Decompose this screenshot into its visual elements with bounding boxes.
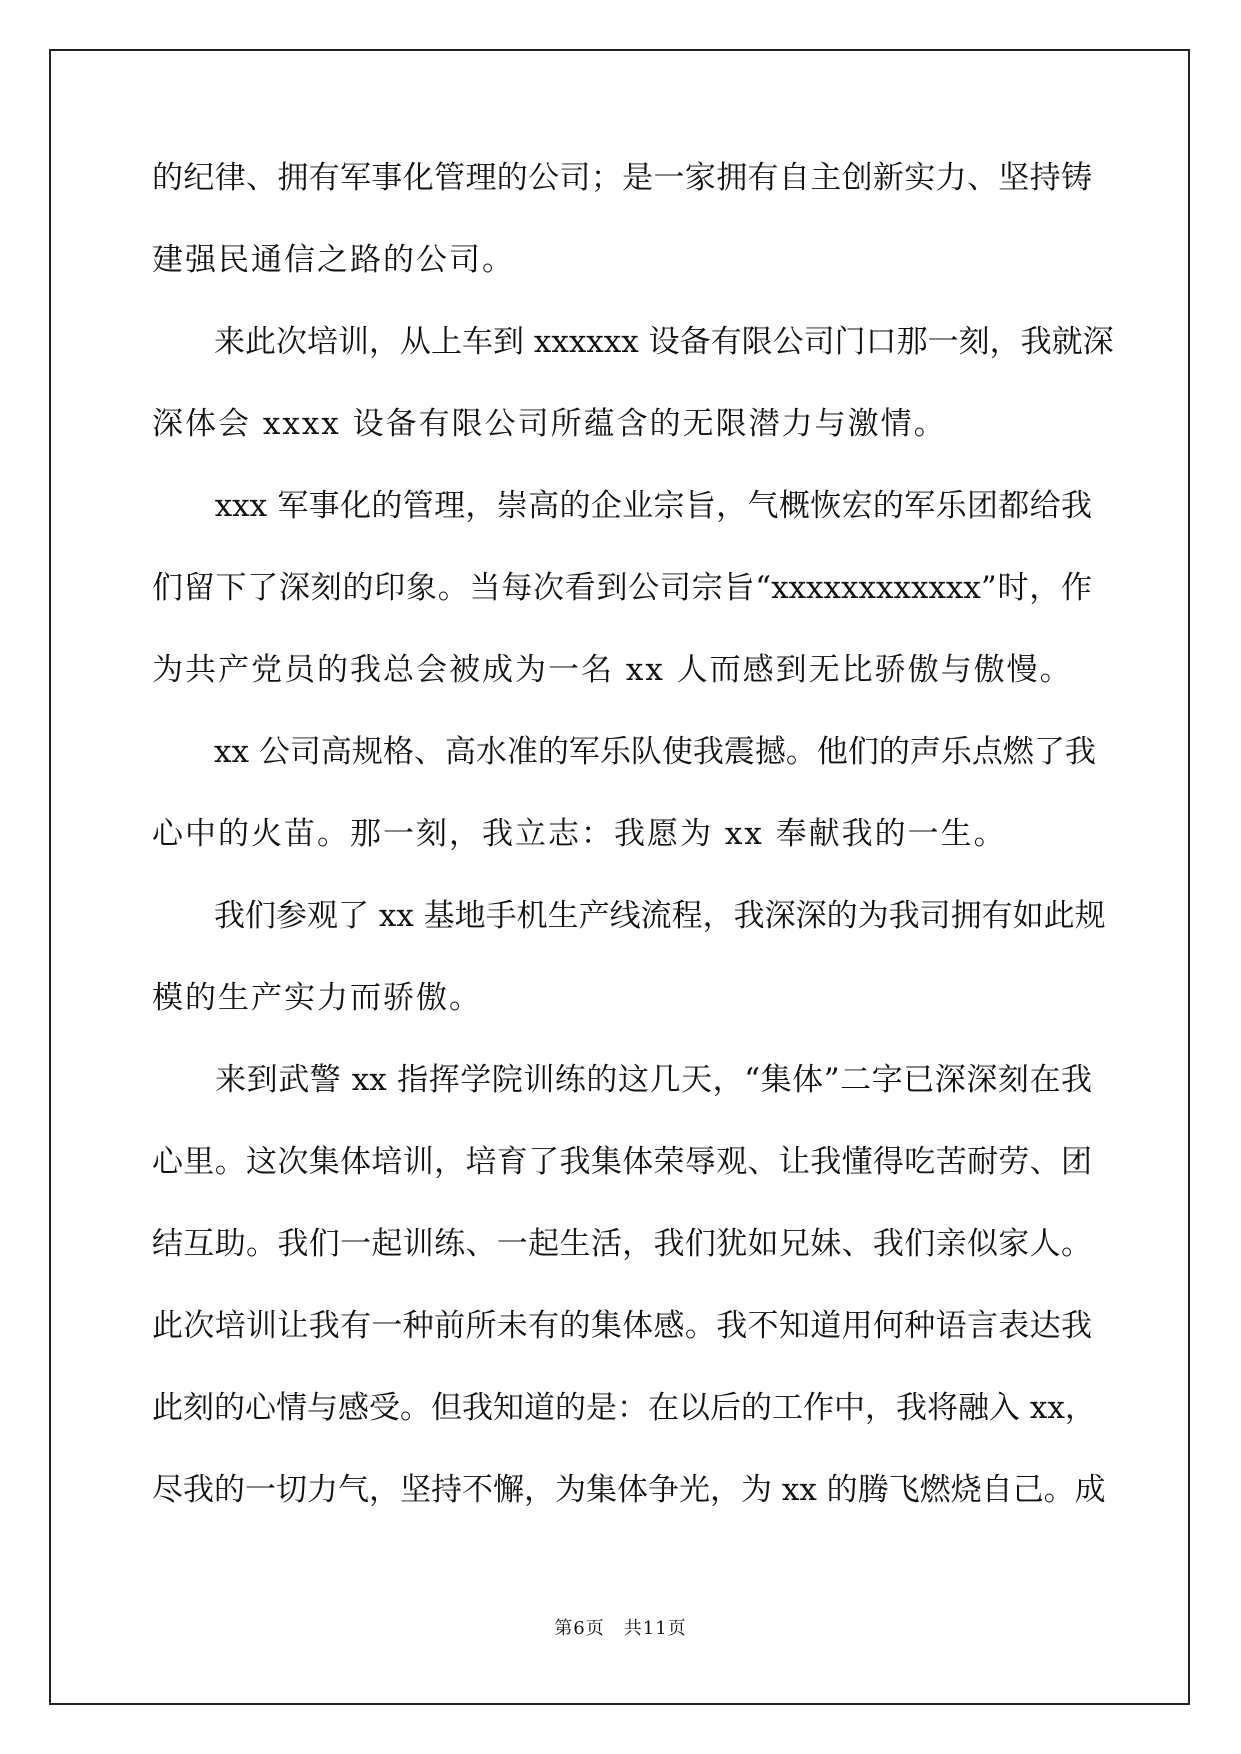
text-line: xxx 军事化的管理，崇高的企业宗旨，气概恢宏的军乐团都给我 [152, 488, 1092, 524]
text-line: 深体会 xxxx 设备有限公司所蕴含的无限潜力与激情。 [152, 406, 947, 442]
text-line: 心里。这次集体培训，培育了我集体荣辱观、让我懂得吃苦耐劳、团 [152, 1144, 1092, 1180]
text-line: 建强民通信之路的公司。 [152, 242, 515, 278]
text-line: 为共产党员的我总会被成为一名 xx 人而感到无比骄傲与傲慢。 [152, 652, 1073, 688]
text-line: 结互助。我们一起训练、一起生活，我们犹如兄妹、我们亲似家人。 [152, 1226, 1092, 1262]
text-line: 我们参观了 xx 基地手机生产线流程，我深深的为我司拥有如此规 [152, 898, 1106, 934]
text-line: 心中的火苗。那一刻，我立志：我愿为 xx 奉献我的一生。 [152, 816, 1007, 852]
text-line: 尽我的一切力气，坚持不懈，为集体争光，为 xx 的腾飞燃烧自己。成 [152, 1472, 1106, 1508]
text-line: 此次培训让我有一种前所未有的集体感。我不知道用何种语言表达我 [152, 1308, 1092, 1344]
document-body [152, 158, 1114, 1552]
page-number-footer: 第6页 共11页 [554, 1618, 687, 1639]
text-line: 来到武警 xx 指挥学院训练的这几天，“集体”二字已深深刻在我 [152, 1062, 1092, 1098]
text-line: 来此次培训，从上车到 xxxxxx 设备有限公司门口那一刻，我就深 [152, 324, 1114, 360]
text-line: 模的生产实力而骄傲。 [152, 980, 482, 1016]
text-line: 此刻的心情与感受。但我知道的是：在以后的工作中，我将融入 xx， [152, 1390, 1096, 1426]
text-line: 们留下了深刻的印象。当每次看到公司宗旨“xxxxxxxxxxxx”时，作 [152, 570, 1092, 606]
text-line: xx 公司高规格、高水准的军乐队使我震撼。他们的声乐点燃了我 [152, 734, 1096, 770]
text-line: 的纪律、拥有军事化管理的公司；是一家拥有自主创新实力、坚持铸 [152, 160, 1092, 196]
